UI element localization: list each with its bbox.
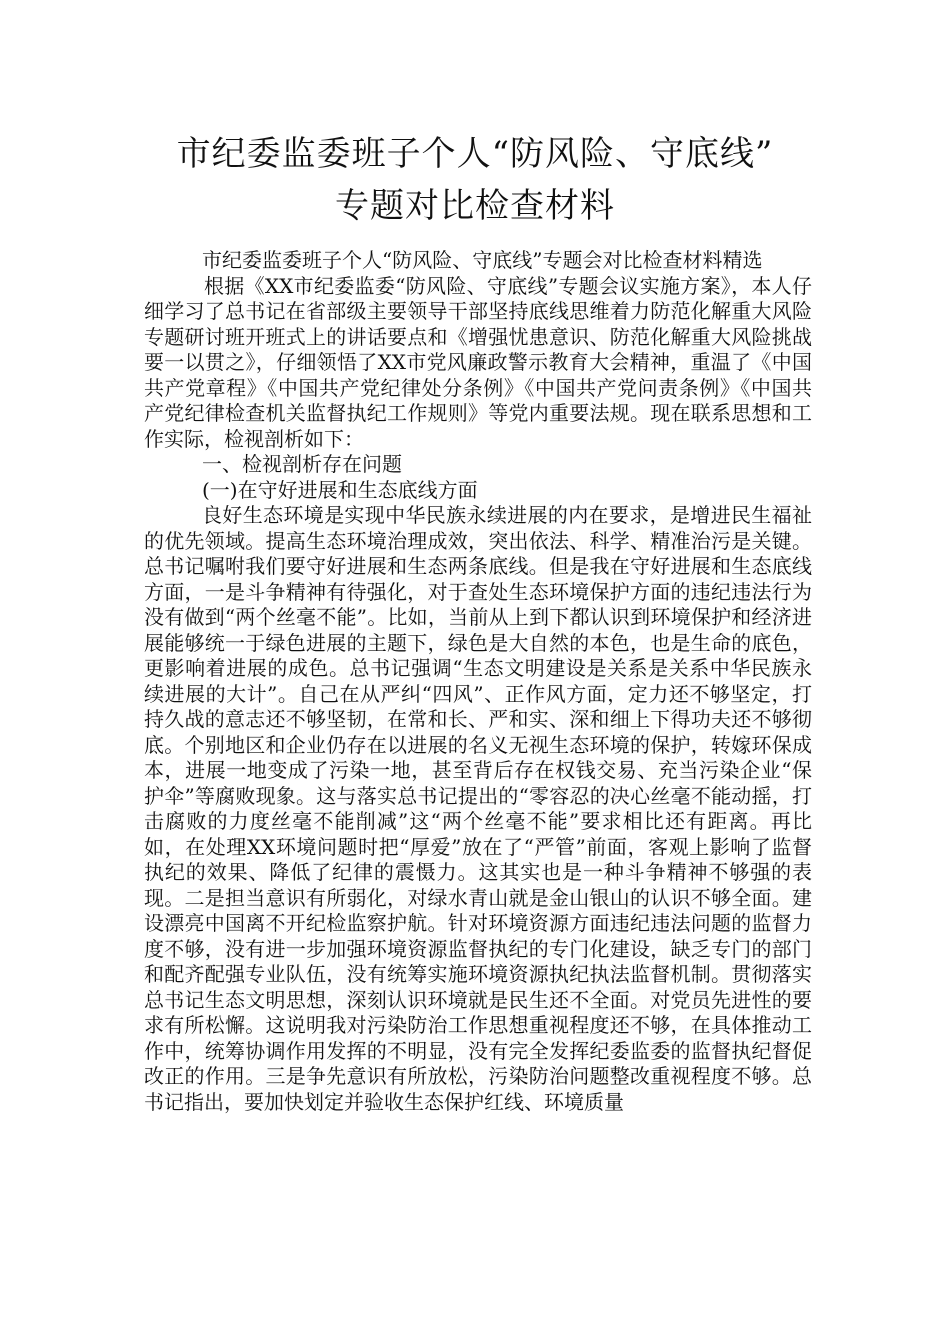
subsection-heading: (一)在守好进展和生态底线方面 <box>202 477 478 502</box>
body-paragraph: 良好生态环境是实现中华民族永续进展的内在要求，是增进民生福祉的优先领域。提高生态环境治理成效，突出依法、科学、精准治污是关键。总书记嘱咐我们要守好进展和生态两条底线。但是我在守好进展和生态底线方面，一是斗争精神有待强化，对于查处生态环境保护方面的违纪违法行为没有做到“两个丝毫不能”。比如，当前从上到下都认识到环境保护和经济进展能够统一于绿色进展的主题下，绿色是大自然的本色，也是生命的底色，更影响着进展的成色。总书记强调“生态文明建设是关系是关系中华民族永续进展的大计”。自己在从严纠“四风”、正作风方面，定力还不够坚定，打持久战的意志还不够坚韧，在常和长、严和实、深和细上下得功夫还不够彻底。个别地区和企业仍存在以进展的名义无视生态环境的保护，转嫁环保成本，进展一地变成了污染一地，甚至背后存在权钱交易、充当污染企业“保护伞”等腐败现象。这与落实总书记提出的“零容忍的决心丝毫不能动摇，打击腐败的力度丝毫不能削减”这“两个丝毫不能”要求相比还有距离。再比如，在处理XX环境问题时把“厚爱”放在了“严管”前面，客观上影响了监督执纪的效果、降低了纪律的震慑力。这其实也是一种斗争精神不够强的表现。二是担当意识有所弱化，对绿水青山就是金山银山的认识不够全面。建设漂亮中国离不开纪检监察护航。针对环境资源方面违纪违法问题的监督力度不够，没有进一步加强环境资源监督执纪的专门化建设，缺乏专门的部门和配齐配强专业队伍，没有统筹实施环境资源执纪执法监督机制。贯彻落实总书记生态文明思想，深刻认识环境就是民生还不全面。对党员先进性的要求有所松懈。这说明我对污染防治工作思想重视程度还不够，在具体推动工作中，统筹协调作用发挥的不明显，没有完全发挥纪委监委的监督执纪督促改正的作用。三是争先意识有所放松，污染防治问题整改重视程度不够。总书记指出，要加快划定并验收生态保护红线、环境质量 <box>144 503 812 1114</box>
document-body <box>144 248 812 1115</box>
document-title-line-2: 专题对比检查材料 <box>335 186 615 226</box>
document-title-line-1: 市纪委监委班子个人“防风险、守底线” <box>176 134 774 174</box>
section-heading: 一、检视剖析存在问题 <box>202 452 402 476</box>
intro-paragraph: 市纪委监委班子个人“防风险、守底线”专题会对比检查材料精选 <box>202 248 763 272</box>
basis-paragraph: 根据《XX市纪委监委“防风险、守底线”专题会议实施方案》，本人仔细学习了总书记在省部级主要领导干部坚持底线思维着力防范化解重大风险专题研讨班开班式上的讲话要点和《增强忧患意识、防范化解重大风险挑战要一以贯之》，仔细领悟了XX市党风廉政警示教育大会精神，重温了《中国共产党章程》《中国共产党纪律处分条例》《中国共产党问责条例》《中国共产党纪律检查机关监督执纪工作规则》等党内重要法规。现在联系思想和工作实际，检视剖析如下： <box>144 273 812 451</box>
